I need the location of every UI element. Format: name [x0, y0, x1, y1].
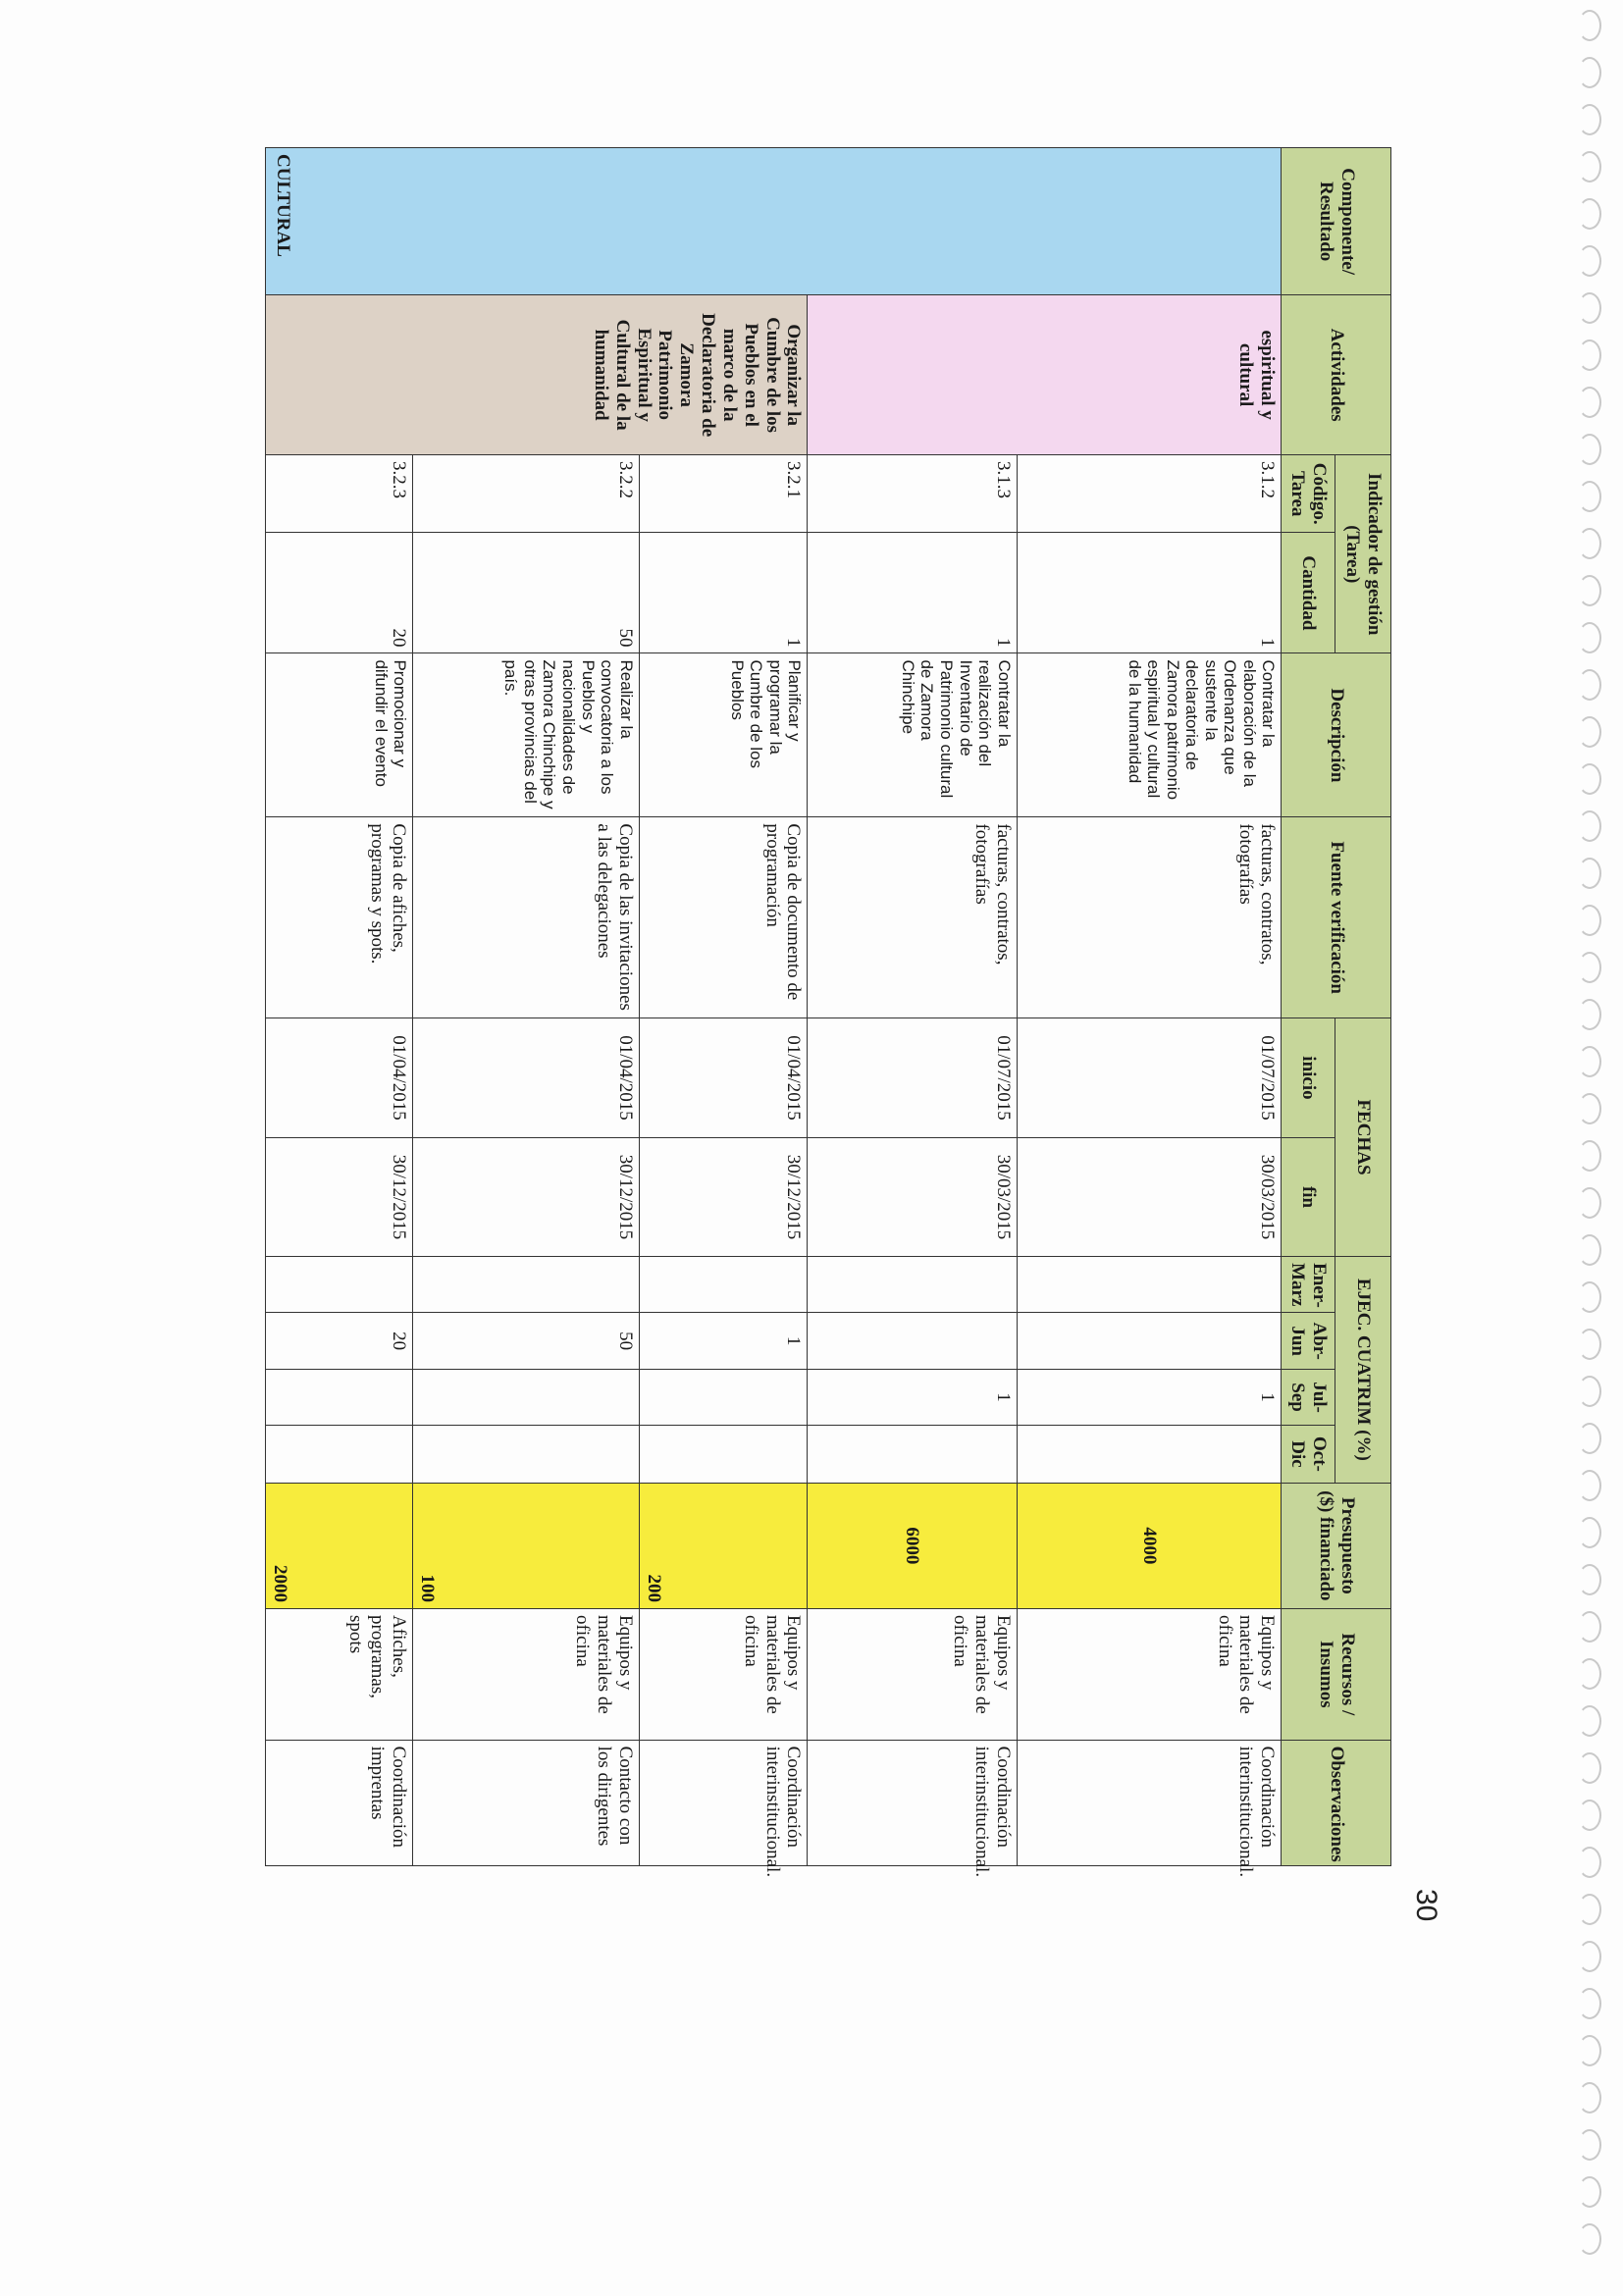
- task-q4: [266, 1426, 413, 1483]
- task-budget: 4000: [1017, 1483, 1282, 1608]
- task-quantity: 1: [808, 533, 1017, 653]
- task-resources: Equipos y materiales de oficina: [413, 1609, 640, 1741]
- task-q1: [639, 1257, 808, 1313]
- task-source: Copia de las invitaciones a las delegaciones: [413, 817, 640, 1018]
- task-observations: Coordinación interinstitucional.: [639, 1740, 808, 1865]
- task-q1: [413, 1257, 640, 1313]
- task-source: Copia de afiches, programas y spots.: [266, 817, 413, 1018]
- table-row: [1017, 148, 1282, 1866]
- task-q4: [639, 1426, 808, 1483]
- header-quantity: Cantidad: [1282, 533, 1335, 653]
- task-quantity: 1: [639, 533, 808, 653]
- task-q3: [266, 1369, 413, 1425]
- task-q2: [808, 1313, 1017, 1369]
- task-end: 30/03/2015: [808, 1138, 1017, 1257]
- task-code: 3.2.3: [266, 455, 413, 533]
- task-source: facturas, contratos, fotografías: [808, 817, 1017, 1018]
- header-code: Código. Tarea: [1282, 455, 1335, 533]
- task-q1: [266, 1257, 413, 1313]
- activity-cell-2: Organizar la Cumbre de los Pueblos en el marco de la Declaratoria de Zamora Patrimonio Espiritual y Cultural de la humanidad: [266, 295, 809, 455]
- header-dates: FECHAS: [1335, 1018, 1391, 1256]
- header-description: Descripción: [1282, 653, 1391, 817]
- task-quantity: 50: [413, 533, 640, 653]
- header-q3: Jul-Sep: [1282, 1369, 1335, 1425]
- activity-plan-table: [265, 147, 1391, 1878]
- header-budget: Presupuesto ($) financiado: [1282, 1483, 1391, 1608]
- header-source: Fuente verificación: [1282, 817, 1391, 1018]
- task-end: 30/03/2015: [1017, 1138, 1282, 1257]
- task-description: Contratar la realización del Inventario de Patrimonio cultural de Zamora Chinchipe: [808, 653, 1017, 817]
- header-q2: Abr-Jun: [1282, 1313, 1335, 1369]
- component-cell: CULTURAL: [266, 148, 1282, 295]
- task-description: Realizar la convocatoria a los Pueblos y nacionalidades de Zamora Chinchipe y otras provincias del país.: [413, 653, 640, 817]
- rotated-table-wrapper: [265, 147, 1391, 1878]
- header-end: fin: [1282, 1138, 1335, 1257]
- activity-cell-1: espiritual y cultural: [808, 295, 1282, 455]
- task-budget: 200: [639, 1483, 808, 1608]
- task-budget: 100: [413, 1483, 640, 1608]
- task-q2: 50: [413, 1313, 640, 1369]
- task-quantity: 1: [1017, 533, 1282, 653]
- task-q2: 1: [639, 1313, 808, 1369]
- task-quantity: 20: [266, 533, 413, 653]
- task-q3: [413, 1369, 640, 1425]
- header-q1: Ener-Marz: [1282, 1257, 1335, 1313]
- task-resources: Equipos y materiales de oficina: [808, 1609, 1017, 1741]
- task-start: 01/04/2015: [413, 1018, 640, 1137]
- task-q3: 1: [808, 1369, 1017, 1425]
- task-start: 01/04/2015: [639, 1018, 808, 1137]
- header-component: Componente/ Resultado: [1282, 148, 1391, 295]
- header-indicator: Indicador de gestión (Tarea): [1335, 455, 1391, 653]
- header-quarterly: EJEC. CUATRIM (%): [1335, 1257, 1391, 1484]
- header-start: inicio: [1282, 1018, 1335, 1137]
- task-description: Promocionar y difundir el evento: [266, 653, 413, 817]
- page-number: 30: [1410, 1889, 1442, 1922]
- header-observations: Observaciones: [1282, 1740, 1391, 1865]
- binder-rings: [1570, 0, 1609, 2296]
- task-source: Copia de documento de programación: [639, 817, 808, 1018]
- task-observations: Coordinación imprentas: [266, 1740, 413, 1865]
- task-resources: Afiches, programas, spots: [266, 1609, 413, 1741]
- task-q1: [808, 1257, 1017, 1313]
- task-resources: Equipos y materiales de oficina: [639, 1609, 808, 1741]
- task-observations: Coordinación interinstitucional.: [808, 1740, 1017, 1865]
- task-end: 30/12/2015: [413, 1138, 640, 1257]
- task-q4: [1017, 1426, 1282, 1483]
- task-start: 01/07/2015: [808, 1018, 1017, 1137]
- task-start: 01/04/2015: [266, 1018, 413, 1137]
- task-resources: Equipos y materiales de oficina: [1017, 1609, 1282, 1741]
- task-end: 30/12/2015: [266, 1138, 413, 1257]
- task-q2: [1017, 1313, 1282, 1369]
- task-budget: 6000: [808, 1483, 1017, 1608]
- task-observations: Coordinación interinstitucional.: [1017, 1740, 1282, 1865]
- task-description: Planificar y programar la Cumbre de los Pueblos: [639, 653, 808, 817]
- task-start: 01/07/2015: [1017, 1018, 1282, 1137]
- task-code: 3.2.1: [639, 455, 808, 533]
- task-q2: 20: [266, 1313, 413, 1369]
- task-q1: [1017, 1257, 1282, 1313]
- table-row: [639, 148, 808, 1866]
- task-budget: 2000: [266, 1483, 413, 1608]
- header-resources: Recursos / Insumos: [1282, 1609, 1391, 1741]
- task-q3: 1: [1017, 1369, 1282, 1425]
- task-code: 3.1.2: [1017, 455, 1282, 533]
- header-activities: Actividades: [1282, 295, 1391, 455]
- task-q4: [413, 1426, 640, 1483]
- task-code: 3.1.3: [808, 455, 1017, 533]
- task-q3: [639, 1369, 808, 1425]
- task-source: facturas, contratos, fotografías: [1017, 817, 1282, 1018]
- task-end: 30/12/2015: [639, 1138, 808, 1257]
- task-q4: [808, 1426, 1017, 1483]
- task-description: Contratar la elaboración de la Ordenanza que sustente la declaratoria de Zamora patrimonio espiritual y cultural de la humanidad: [1017, 653, 1282, 817]
- task-code: 3.2.2: [413, 455, 640, 533]
- header-q4: Oct-Dic: [1282, 1426, 1335, 1483]
- task-observations: Contacto con los dirigentes: [413, 1740, 640, 1865]
